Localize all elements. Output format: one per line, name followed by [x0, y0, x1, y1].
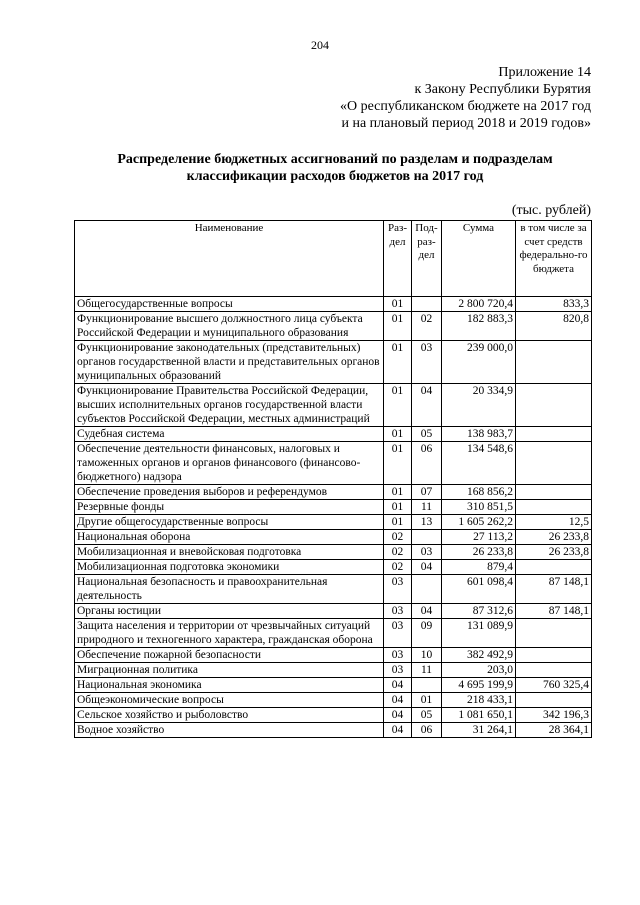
cell-federal: 28 364,1: [516, 723, 592, 738]
table-row: [75, 723, 592, 738]
table-row: [75, 604, 592, 619]
cell-name: Общегосударственные вопросы: [75, 297, 384, 312]
cell-federal: [516, 560, 592, 575]
header-federal: в том числе за счет средств федерально-го бюджета: [516, 221, 592, 297]
cell-name: Сельское хозяйство и рыболовство: [75, 708, 384, 723]
cell-federal: 760 325,4: [516, 678, 592, 693]
cell-subsection: [412, 530, 442, 545]
cell-subsection: 11: [412, 500, 442, 515]
budget-table: [74, 220, 592, 738]
table-row: [75, 297, 592, 312]
cell-section: 02: [384, 545, 412, 560]
cell-subsection: 05: [412, 708, 442, 723]
title-line: Распределение бюджетных ассигнований по разделам и подразделам: [117, 152, 553, 167]
cell-subsection: 04: [412, 604, 442, 619]
cell-section: 01: [384, 500, 412, 515]
cell-sum: 31 264,1: [442, 723, 516, 738]
table-row: [75, 575, 592, 604]
table-row: [75, 384, 592, 427]
cell-subsection: 06: [412, 442, 442, 485]
table-row: [75, 693, 592, 708]
cell-sum: 601 098,4: [442, 575, 516, 604]
cell-sum: 27 113,2: [442, 530, 516, 545]
table-row: [75, 545, 592, 560]
cell-subsection: 11: [412, 663, 442, 678]
cell-section: 04: [384, 693, 412, 708]
cell-federal: [516, 619, 592, 648]
cell-federal: [516, 648, 592, 663]
cell-subsection: 05: [412, 427, 442, 442]
title-line: классификации расходов бюджетов на 2017 год: [186, 169, 484, 184]
cell-section: 03: [384, 648, 412, 663]
cell-federal: [516, 663, 592, 678]
cell-federal: 87 148,1: [516, 575, 592, 604]
cell-federal: 833,3: [516, 297, 592, 312]
cell-subsection: 07: [412, 485, 442, 500]
appendix-header: [340, 64, 591, 132]
table-row: [75, 515, 592, 530]
appendix-line: «О республиканском бюджете на 2017 год: [340, 99, 591, 114]
cell-federal: [516, 427, 592, 442]
table-row: [75, 619, 592, 648]
cell-federal: [516, 384, 592, 427]
table-row: [75, 312, 592, 341]
cell-section: 03: [384, 604, 412, 619]
cell-subsection: 09: [412, 619, 442, 648]
cell-sum: 382 492,9: [442, 648, 516, 663]
cell-sum: 879,4: [442, 560, 516, 575]
cell-subsection: 04: [412, 384, 442, 427]
table-row: [75, 427, 592, 442]
cell-section: 04: [384, 723, 412, 738]
cell-sum: 168 856,2: [442, 485, 516, 500]
cell-federal: [516, 500, 592, 515]
cell-subsection: 01: [412, 693, 442, 708]
page-number: 204: [311, 38, 329, 52]
cell-section: 04: [384, 708, 412, 723]
cell-name: Функционирование законодательных (представительных) органов государственной власти и представительных органов муниципальных образований: [75, 341, 384, 384]
cell-sum: 131 089,9: [442, 619, 516, 648]
cell-sum: 218 433,1: [442, 693, 516, 708]
cell-name: Органы юстиции: [75, 604, 384, 619]
cell-federal: 87 148,1: [516, 604, 592, 619]
cell-sum: 203,0: [442, 663, 516, 678]
cell-name: Обеспечение пожарной безопасности: [75, 648, 384, 663]
cell-name: Резервные фонды: [75, 500, 384, 515]
header-section: Раз-дел: [384, 221, 412, 297]
cell-sum: 134 548,6: [442, 442, 516, 485]
cell-name: Обеспечение проведения выборов и референдумов: [75, 485, 384, 500]
cell-name: Национальная безопасность и правоохранительная деятельность: [75, 575, 384, 604]
cell-section: 01: [384, 515, 412, 530]
units-label: (тыс. рублей): [511, 203, 591, 218]
cell-section: 01: [384, 384, 412, 427]
cell-section: 03: [384, 619, 412, 648]
cell-sum: 20 334,9: [442, 384, 516, 427]
cell-subsection: [412, 575, 442, 604]
table-row: [75, 708, 592, 723]
cell-subsection: [412, 678, 442, 693]
cell-name: Функционирование высшего должностного лица субъекта Российской Федерации и муниципального образования: [75, 312, 384, 341]
cell-name: Мобилизационная и вневойсковая подготовка: [75, 545, 384, 560]
cell-name: Защита населения и территории от чрезвычайных ситуаций природного и техногенного характера, гражданская оборона: [75, 619, 384, 648]
cell-sum: 239 000,0: [442, 341, 516, 384]
appendix-line: к Закону Республики Бурятия: [414, 82, 591, 97]
cell-section: 03: [384, 575, 412, 604]
cell-sum: 182 883,3: [442, 312, 516, 341]
cell-section: 03: [384, 663, 412, 678]
cell-federal: [516, 485, 592, 500]
cell-subsection: [412, 297, 442, 312]
cell-federal: [516, 341, 592, 384]
table-row: [75, 560, 592, 575]
cell-section: 01: [384, 427, 412, 442]
table-row: [75, 485, 592, 500]
cell-section: 01: [384, 485, 412, 500]
cell-sum: 87 312,6: [442, 604, 516, 619]
appendix-line: Приложение 14: [498, 65, 591, 80]
table-row: [75, 663, 592, 678]
cell-sum: 26 233,8: [442, 545, 516, 560]
cell-subsection: 03: [412, 341, 442, 384]
cell-name: Судебная система: [75, 427, 384, 442]
cell-federal: 26 233,8: [516, 530, 592, 545]
cell-section: 01: [384, 312, 412, 341]
cell-name: Обеспечение деятельности финансовых, налоговых и таможенных органов и органов финансового (финансово-бюджетного) надзора: [75, 442, 384, 485]
cell-sum: 1 081 650,1: [442, 708, 516, 723]
table-row: [75, 530, 592, 545]
table-header-row: [75, 221, 592, 297]
cell-section: 02: [384, 530, 412, 545]
table-row: [75, 500, 592, 515]
cell-federal: 26 233,8: [516, 545, 592, 560]
cell-subsection: 13: [412, 515, 442, 530]
cell-subsection: 03: [412, 545, 442, 560]
cell-sum: 2 800 720,4: [442, 297, 516, 312]
cell-subsection: 10: [412, 648, 442, 663]
header-subsection: Под-раз-дел: [412, 221, 442, 297]
cell-name: Национальная оборона: [75, 530, 384, 545]
table-row: [75, 678, 592, 693]
cell-federal: 342 196,3: [516, 708, 592, 723]
cell-federal: [516, 693, 592, 708]
cell-section: 01: [384, 297, 412, 312]
cell-sum: 4 695 199,9: [442, 678, 516, 693]
cell-name: Другие общегосударственные вопросы: [75, 515, 384, 530]
cell-subsection: 02: [412, 312, 442, 341]
header-name: Наименование: [75, 221, 384, 297]
cell-sum: 1 605 262,2: [442, 515, 516, 530]
table-row: [75, 442, 592, 485]
document-title: [0, 151, 640, 185]
cell-federal: [516, 442, 592, 485]
table-row: [75, 648, 592, 663]
cell-sum: 310 851,5: [442, 500, 516, 515]
cell-section: 01: [384, 341, 412, 384]
cell-subsection: 06: [412, 723, 442, 738]
cell-sum: 138 983,7: [442, 427, 516, 442]
cell-section: 04: [384, 678, 412, 693]
cell-name: Мобилизационная подготовка экономики: [75, 560, 384, 575]
cell-section: 02: [384, 560, 412, 575]
cell-section: 01: [384, 442, 412, 485]
cell-federal: 12,5: [516, 515, 592, 530]
cell-name: Функционирование Правительства Российской Федерации, высших исполнительных органов государственной власти субъектов Российской Федерации, местных администраций: [75, 384, 384, 427]
cell-name: Миграционная политика: [75, 663, 384, 678]
cell-name: Водное хозяйство: [75, 723, 384, 738]
cell-federal: 820,8: [516, 312, 592, 341]
header-sum: Сумма: [442, 221, 516, 297]
appendix-line: и на плановый период 2018 и 2019 годов»: [341, 116, 591, 131]
table-row: [75, 341, 592, 384]
cell-name: Общеэкономические вопросы: [75, 693, 384, 708]
cell-name: Национальная экономика: [75, 678, 384, 693]
cell-subsection: 04: [412, 560, 442, 575]
